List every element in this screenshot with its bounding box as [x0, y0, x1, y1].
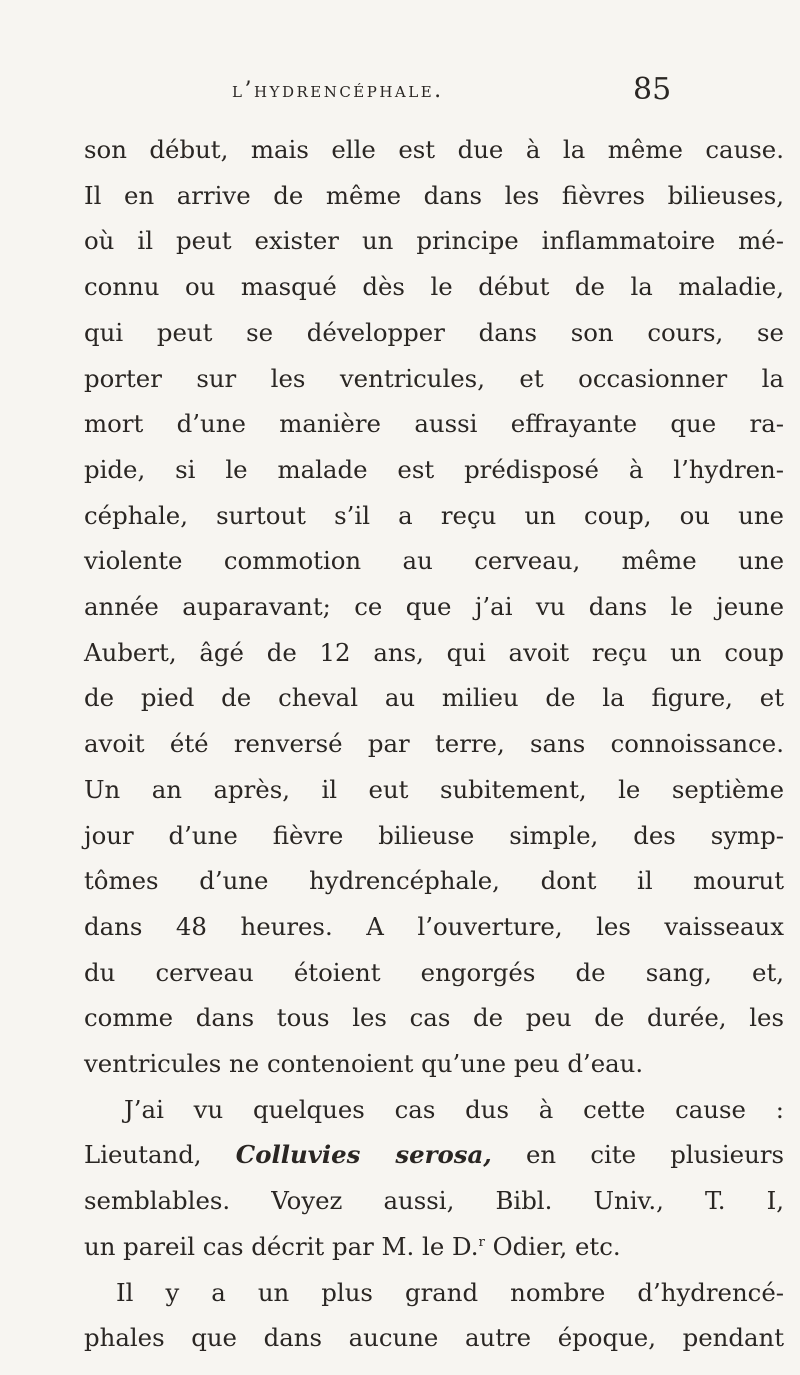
running-title: l’hydrencéphale.: [232, 78, 444, 103]
text-line: année auparavant; ce que j’ai vu dans le jeune: [84, 592, 784, 622]
author-name: Lieutand,: [84, 1140, 202, 1170]
text-fragment: en cite plusieurs: [525, 1140, 784, 1170]
text-line: Aubert, âgé de 12 ans, qui avoit reçu un coup: [84, 637, 784, 667]
text-line: où il peut exister un principe inflammatoire mé-: [84, 226, 784, 256]
text-line: du cerveau étoient engorgés de sang, et,: [84, 957, 784, 987]
text-line: comme dans tous les cas de peu de durée, les: [84, 1003, 784, 1033]
text-line: semblables. Voyez aussi, Bibl. Univ., T. I,: [84, 1186, 784, 1216]
text-line: de pied de cheval au milieu de la figure, et: [84, 683, 784, 713]
text-line: tômes d’une hydrencéphale, dont il mourut: [84, 866, 784, 896]
text-line: avoit été renversé par terre, sans connoissance.: [84, 729, 784, 759]
text-line: phales que dans aucune autre époque, pendant: [84, 1323, 784, 1353]
text-line: pide, si le malade est prédisposé à l’hydren-: [84, 454, 784, 484]
paragraph-opening-line: J’ai vu quelques cas dus à cette cause :: [124, 1094, 784, 1124]
text-fragment: un pareil cas décrit par M. le D.: [84, 1231, 479, 1261]
text-line: qui peut se développer dans son cours, se: [84, 317, 784, 347]
body-text: [84, 127, 784, 1361]
text-line: violente commotion au cerveau, même une: [84, 546, 784, 576]
text-line: ventricules ne contenoient qu’une peu d’eau.: [84, 1049, 644, 1079]
paragraph-opening-line: Il y a un plus grand nombre d’hydrencé-: [116, 1277, 784, 1307]
text-line: dans 48 heures. A l’ouverture, les vaisseaux: [84, 911, 784, 941]
text-line: Un an après, il eut subitement, le septième: [84, 774, 784, 804]
text-line-with-citation: [84, 1132, 784, 1178]
text-line: mort d’une manière aussi effrayante que ra-: [84, 409, 784, 439]
superscript: r: [478, 1234, 485, 1250]
text-line-with-superscript: [84, 1224, 784, 1270]
text-line: porter sur les ventricules, et occasionner la: [84, 363, 784, 393]
page-number: 85: [633, 72, 672, 107]
text-line: jour d’une fièvre bilieuse simple, des symp-: [84, 820, 784, 850]
cited-work-title: Colluvies serosa,: [235, 1140, 492, 1170]
text-line: connu ou masqué dès le début de la maladie,: [84, 272, 784, 302]
text-line: céphale, surtout s’il a reçu un coup, ou une: [84, 500, 784, 530]
text-fragment: Odier, etc.: [492, 1231, 621, 1261]
text-line: son début, mais elle est due à la même cause.: [84, 135, 784, 164]
text-line: Il en arrive de même dans les fièvres bilieuses,: [84, 180, 784, 210]
